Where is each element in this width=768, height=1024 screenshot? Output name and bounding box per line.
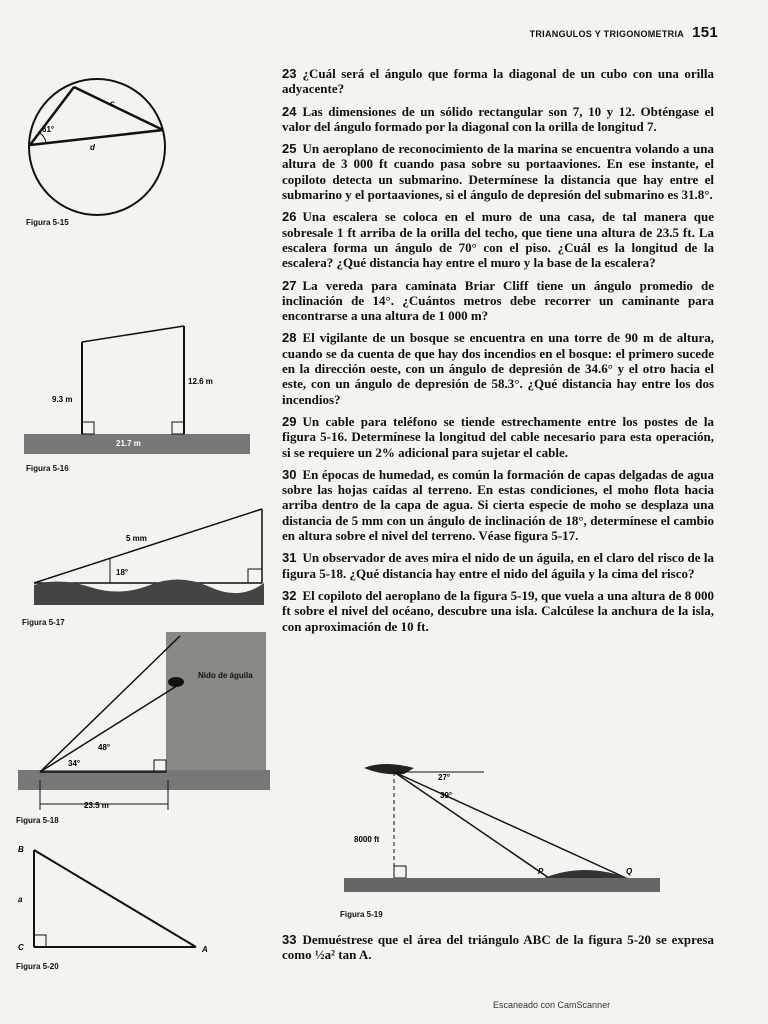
problem-23: 23 ¿Cuál será el ángulo que forma la diagonal de un cubo con una orilla adyacente? xyxy=(282,66,714,97)
f16-left-height: 9.3 m xyxy=(52,395,73,404)
figure-5-17 xyxy=(30,505,270,615)
f15-angle-label: 61° xyxy=(42,125,55,134)
problem-29: 29 Un cable para teléfono se tiende estrechamente entre los postes de la figura 5-16. Determínese la longitud del cable necesario para esta operación, si se requiere un 2% adicional para sujetar el cable. xyxy=(282,413,714,460)
figure-5-20 xyxy=(14,842,224,957)
problem-25: 25 Un aeroplano de reconocimiento de la marina se encuentra volando a una altura de 3 000 ft cuando pasa sobre su portaaviones. En ese instante, el copiloto detecta un submarino. Determínese la distancia que hay entre el submarino y el portaaviones, si el ángulo de depresión del submarino es 31.8°. xyxy=(282,141,714,203)
caption-5-15: Figura 5-15 xyxy=(26,218,69,227)
f18-angle1: 34° xyxy=(68,759,81,768)
figure-5-19 xyxy=(344,758,662,908)
page-number: 151 xyxy=(692,24,718,41)
f18-nest: Nido de águila xyxy=(198,671,253,680)
problem-24: 24 Las dimensiones de un sólido rectangular son 7, 10 y 12. Obténgase el valor del ángulo formado por la diagonal con la orilla de longitud 7. xyxy=(282,103,714,134)
f19-point-p: P xyxy=(538,867,544,876)
caption-5-19: Figura 5-19 xyxy=(340,910,383,919)
f16-right-height: 12.6 m xyxy=(188,377,213,386)
f15-side-c: c xyxy=(110,99,115,108)
problem-30: 30 En épocas de humedad, es común la formación de capas delgadas de agua sobre las hojas caídas al terreno. En estas condiciones, el moho flota hacia arriba dentro de la capa de agua. Si cierta especie de moho se desplaza una distancia de 5 mm con un ángulo de inclinación de 18°, determínese el cambio en altura sobre el nivel del terreno. Véase figura 5-17. xyxy=(282,466,714,544)
f15-side-d: d xyxy=(90,143,95,152)
caption-5-18: Figura 5-18 xyxy=(16,816,59,825)
f19-angle1: 27° xyxy=(438,773,451,782)
caption-5-20: Figura 5-20 xyxy=(16,962,59,971)
scanner-footer: Escaneado con CamScanner xyxy=(493,1000,611,1010)
f20-vertex-b: B xyxy=(18,845,24,854)
problem-26: 26 Una escalera se coloca en el muro de una casa, de tal manera que sobresale 1 ft arriba de la orilla del techo, que tiene una altura de 23.5 ft. La escalera forma un ángulo de 70° con el piso. ¿Cuál es la longitud de la escalera? ¿Qué distancia hay entre el muro y la base de la escalera? xyxy=(282,209,714,271)
caption-5-17: Figura 5-17 xyxy=(22,618,65,627)
f19-height: 8000 ft xyxy=(354,835,380,844)
f20-vertex-a: A xyxy=(202,945,208,954)
problem-31: 31 Un observador de aves mira el nido de un águila, en el claro del risco de la figura 5-18. ¿Qué distancia hay entre el nido del águila y la cima del risco? xyxy=(282,550,714,581)
figure-5-15 xyxy=(20,70,180,220)
f18-angle2: 48° xyxy=(98,743,111,752)
f17-hyp: 5 mm xyxy=(126,534,147,543)
f17-angle: 18° xyxy=(116,568,129,577)
problem-27: 27 La vereda para caminata Briar Cliff tiene un ángulo promedio de inclinación de 14°. ¿Cuántos metros debe recorrer un caminante para encontrarse a una altura de 1 000 m? xyxy=(282,277,714,324)
problem-28: 28 El vigilante de un bosque se encuentra en una torre de 90 m de altura, cuando se da cuenta de que hay dos incendios en el bosque: el primero sucede en la dirección oeste, con un ángulo de depresión de 34.6° y el otro hacia el este, con un ángulo de depresión de 58.3°. ¿Qué distancia hay entre los dos incendios? xyxy=(282,330,714,407)
problem-32: 32 El copiloto del aeroplano de la figura 5-19, que vuela a una altura de 8 000 ft sobre el nivel del océano, descubre una isla. Calcúlese la anchura de la isla, con aproximación de 10 ft. xyxy=(282,587,714,634)
caption-5-16: Figura 5-16 xyxy=(26,464,69,473)
f19-point-q: Q xyxy=(626,867,633,876)
problem-33: 33 Demuéstrese que el área del triángulo ABC de la figura 5-20 se expresa como ½a² tan A. xyxy=(282,932,714,963)
header-title: TRIANGULOS Y TRIGONOMETRIA xyxy=(529,29,685,39)
page-header xyxy=(530,24,718,41)
problem-list xyxy=(282,66,714,641)
figure-5-16 xyxy=(20,322,250,462)
f19-angle2: 39° xyxy=(440,791,453,800)
figure-5-18 xyxy=(18,632,270,814)
f18-base: 23.5 m xyxy=(84,801,109,810)
f20-side-a: a xyxy=(18,895,23,904)
f16-base: 21.7 m xyxy=(116,439,141,448)
f20-vertex-c: C xyxy=(18,943,24,952)
